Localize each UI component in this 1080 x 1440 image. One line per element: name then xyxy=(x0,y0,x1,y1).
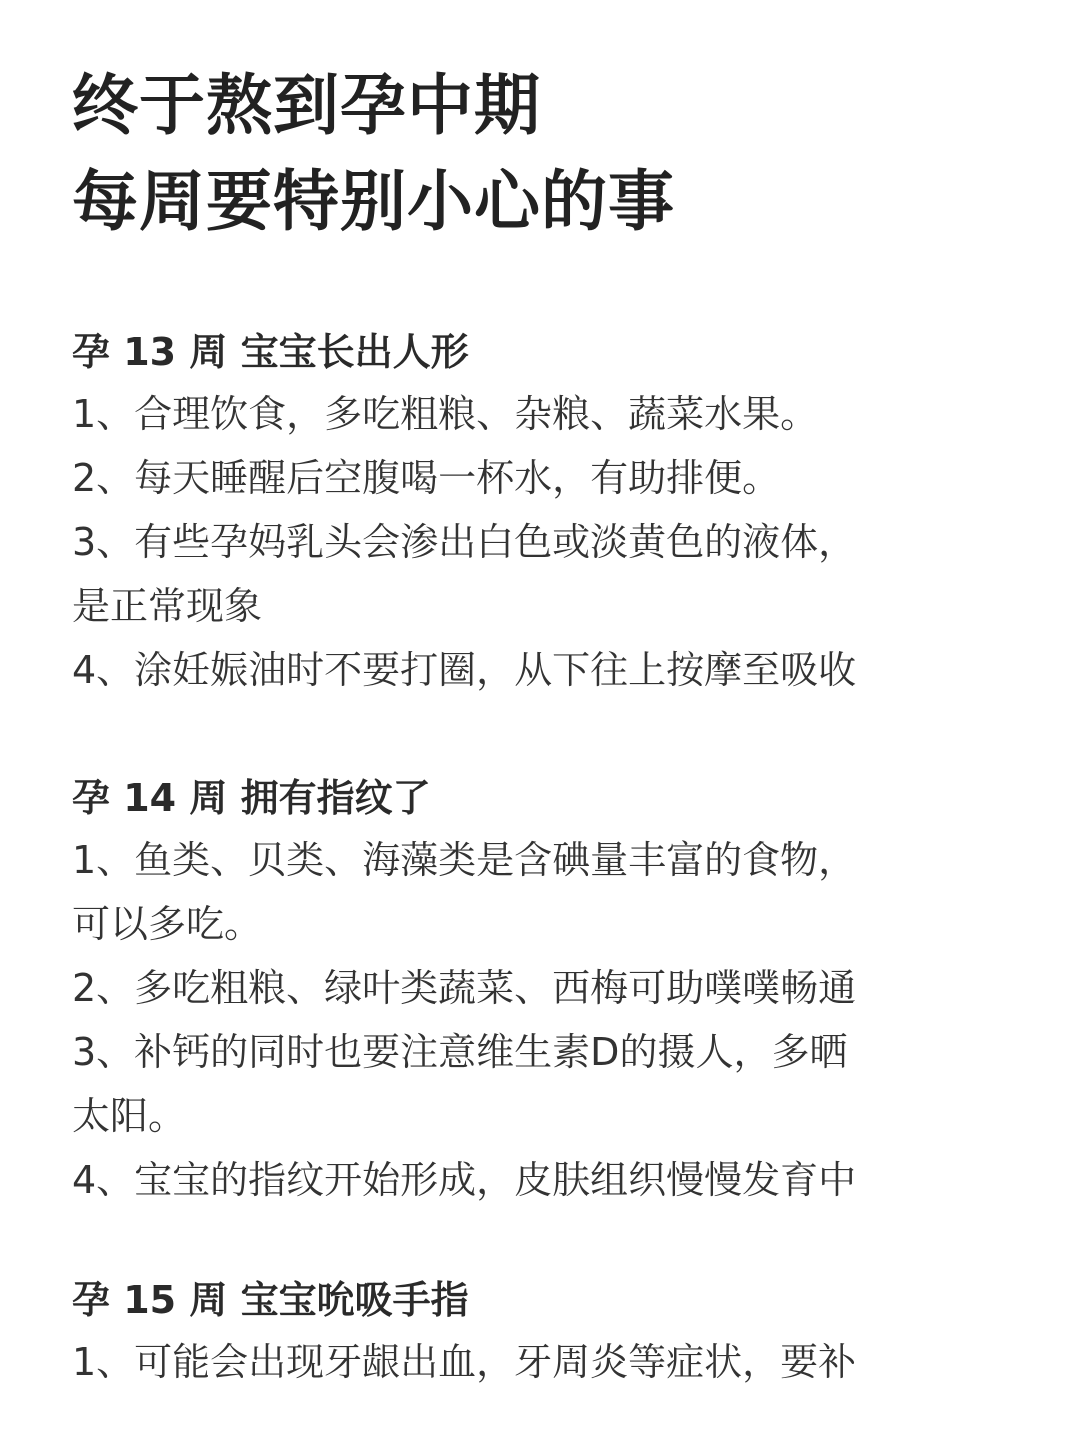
title-line-2: 每周要特别小心的事 xyxy=(72,163,675,240)
list-item-text: 1、鱼类、贝类、海藻类是含碘量丰富的食物， xyxy=(72,838,857,882)
week-15-section xyxy=(72,1270,1012,1394)
list-item-text: 3、有些孕妈乳头会渗出白色或淡黄色的液体， xyxy=(72,520,857,564)
list-item-text: 4、宝宝的指纹开始形成，皮肤组织慢慢发育中 xyxy=(72,1158,857,1202)
section-heading: 孕 13 周 宝宝长出人形 xyxy=(72,330,469,374)
list-item xyxy=(72,828,1012,956)
list-item-text: 1、可能会出现牙龈出血，牙周炎等症状，要补 xyxy=(72,1340,857,1384)
list-item xyxy=(72,1330,1012,1394)
list-item xyxy=(72,1020,1012,1148)
list-item-text-continued: 是正常现象 xyxy=(72,584,263,628)
list-item-text: 4、涂妊娠油时不要打圈，从下往上按摩至吸收 xyxy=(72,648,857,692)
list-item xyxy=(72,1148,1012,1212)
list-item-text: 2、多吃粗粮、绿叶类蔬菜、西梅可助噗噗畅通 xyxy=(72,966,857,1010)
list-item-text-continued: 太阳。 xyxy=(72,1094,187,1138)
list-item xyxy=(72,956,1012,1020)
title-line-1: 终于熬到孕中期 xyxy=(72,67,541,144)
section-heading: 孕 14 周 拥有指纹了 xyxy=(72,776,431,820)
week-13-section xyxy=(72,322,1012,702)
list-item xyxy=(72,446,1012,510)
page-title xyxy=(72,58,1002,250)
list-item-text: 1、合理饮食，多吃粗粮、杂粮、蔬菜水果。 xyxy=(72,392,819,436)
list-item xyxy=(72,510,1012,638)
week-14-section xyxy=(72,768,1012,1212)
list-item xyxy=(72,638,1012,702)
section-heading: 孕 15 周 宝宝吮吸手指 xyxy=(72,1278,469,1322)
list-item xyxy=(72,382,1012,446)
list-item-text: 3、补钙的同时也要注意维生素D的摄人，多晒 xyxy=(72,1030,848,1074)
list-item-text: 2、每天睡醒后空腹喝一杯水，有助排便。 xyxy=(72,456,781,500)
list-item-text-continued: 可以多吃。 xyxy=(72,902,263,946)
